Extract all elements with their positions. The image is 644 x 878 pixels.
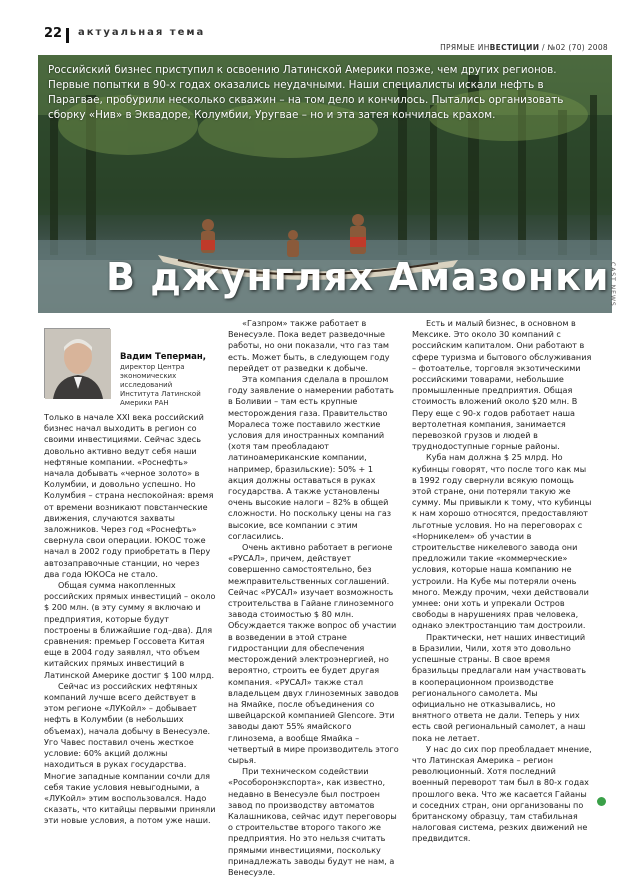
paragraph: У нас до сих пор преобладает мнение, что Латинская Америка – регион революционный. Хотя последний военный переворот там был в 80-х годах прошлого века. Что же касается Гайаны и соседних стран, они организованы по британскому образцу, там стабильная налоговая система, резких движений не предвидится. [412, 743, 592, 844]
text-column-1 [44, 412, 216, 827]
publication-info [440, 43, 608, 52]
author-photo [45, 329, 111, 399]
paragraph: Куба нам должна $ 25 млрд. Но кубинцы говорят, что после того как мы в 1992 году свернули всякую помощь этой стране, они потеряли такую же сумму. Мы привыкли к тому, что кубинцы к нам хорошо относятся, предоставляют льготные условия. Но на переговорах с «Норникелем» об участии в строительстве никелевого завода они предложили такие «коммерческие» условия, которые наша компанию не устроили. На Кубе мы потеряли очень много. Между прочим, чехи действовали умнее: они хоть и упрекали Остров свободы в нарушениях прав человека, однако электростанцию там достроили. [412, 452, 592, 631]
page-number: 22 [44, 26, 63, 41]
jungle-photo [38, 55, 612, 313]
paragraph: Практически, нет наших инвестиций в Бразилии, Чили, хотя это довольно успешные страны. В свое время бразильцы предлагали нам участвовать в кооперационном производстве регионального самолета. Мы официально не отказывались, но внятного ответа не дали. Теперь у них есть свой региональный самолет, а наш пока не летает. [412, 631, 586, 743]
paragraph: Сейчас из российских нефтяных компаний лучше всего действует в этом регионе «ЛУКойл» – добывает нефть в Колумбии (в небольших объемах), начала добычу в Венесуэле. Уго Чавес поставил очень жесткое условие: 60% акций должны находиться в руках государства. Многие западные компании сочли для себя такие условия невыгодными, а «ЛУКойл» этим воспользовался. Надо сказать, что китайцы первыми приняли эти новые условия, а потом уже наши. [44, 680, 216, 826]
end-mark-icon [597, 797, 606, 806]
photo-credit: CAST NEWS [609, 262, 616, 307]
author-portrait [44, 328, 110, 398]
paragraph: Эта компания сделала в прошлом году заявление о намерении работать в Боливии – там есть крупные месторождения газа. Правительство Моралеса тоже поставило жесткие условия для иностранных компаний (хотя там преобладают латиноамериканские компании, например, бразильские): 50% + 1 акция должны оставаться в руках государства. А также установлены очень высокие налоги – 82% в общей сложности. Но поскольку цены на газ высокие, все компании с этим согласились. [228, 374, 394, 541]
paragraph: При техническом содействии «Рособоронэкспорта», как известно, недавно в Венесуэле был построен завод по производству автоматов Калашникова, сейчас идут переговоры о строительстве второго такого же предприятия. Но это нельзя считать прямыми инвестициями, поскольку принадлежать заводы будут не нам, а Венесуэле. [228, 766, 397, 877]
paragraph: Есть и малый бизнес, в основном в Мексике. Это около 30 компаний с российским капиталом. Они работают в сфере туризма и бытового обслуживания – фотоателье, торговля экзотическими российскими товарами, небольшие промышленные предприятия. Общая стоимость вложений около $20 млн. В Перу еще с 90-х годов работает наша вертолетная компания, занимается перевозкой грузов и людей в труднодоступные горные районы. [412, 318, 592, 452]
author-role: директор Центра экономических исследований Института Латинской Америки РАН [120, 363, 201, 407]
article-title: В джунглях Амазонки [106, 255, 610, 299]
text-column-3 [412, 318, 592, 845]
paragraph: Общая сумма накопленных российских прямых инвестиций – около $ 200 млн. (в эту сумму я включаю и предприятия, которые будут построены в ближайшие год–два). Для сравнения: премьер Госсовета Китая еще в 2004 году заявлял, что объем китайских прямых инвестиций в Латинской Америке достиг $ 100 млрд. [44, 580, 216, 680]
author-block [120, 352, 210, 408]
author-name: Вадим Теперман, [120, 352, 207, 362]
lead-paragraph: Российский бизнес приступил к освоению Латинской Америки позже, чем других регионов. Первые попытки в 90-х годах оказались неудачными. Наши специалисты искали нефть в Парагвае, пробурили несколько скважин – на том дело и кончилось. Пытались организовать сборку «Нив» в Эквадоре, Колумбии, Уругвае – но и эта затея кончилась крахом. [48, 64, 564, 121]
paragraph: Очень активно работает в регионе «РУСАЛ», причем, действует совершенно самостоятельно, без межправительственных соглашений. Сейчас «РУСАЛ» изучает возможность строительства в Гайане глиноземного завода стоимостью $ 80 млн. Обсуждается также вопрос об участии в возведении в этой стране гидростанции для обеспечения месторождений электроэнергией, но вероятно, строить ее будет другая компания. «РУСАЛ» также стал владельцем двух глиноземных заводов на Ямайке, после объединения со швейцарской компанией Glencore. Эти заводы дают 55% ямайского глинозема, а вообще Ямайка – четвертый в мире производитель этого сырья. [228, 542, 399, 765]
publication-prefix: ПРЯМЫЕ ИН [440, 43, 490, 52]
text-column-2 [228, 318, 400, 878]
paragraph: Только в начале XXI века российский бизнес начал выходить в регион со своими инвестициями. Сейчас здесь довольно активно ведут себя наши нефтяные компании. «Роснефть» начала добывать «черное золото» в Колумбии, и довольно успешно. Но Колумбия – страна неспокойная: время от времени возникают повстанческие движения, случаются захваты заложников. Через год «Роснефть» свернула свои операции. ЮКОС тоже начал в 2002 году приобретать в Перу автозаправочные станции, но через два года ЮКОСа не стало. [44, 412, 214, 579]
publication-bold: ВЕСТИЦИИ [489, 43, 540, 52]
publication-issue: / №02 (70) 2008 [541, 43, 608, 52]
section-label: актуальная тема [78, 27, 206, 38]
paragraph: «Газпром» также работает в Венесуэле. Пока ведет разведочные работы, но они показали, что газ там есть. Может быть, в следующем году перейдет от разведки к добыче. [228, 318, 390, 373]
header-divider [66, 28, 69, 43]
